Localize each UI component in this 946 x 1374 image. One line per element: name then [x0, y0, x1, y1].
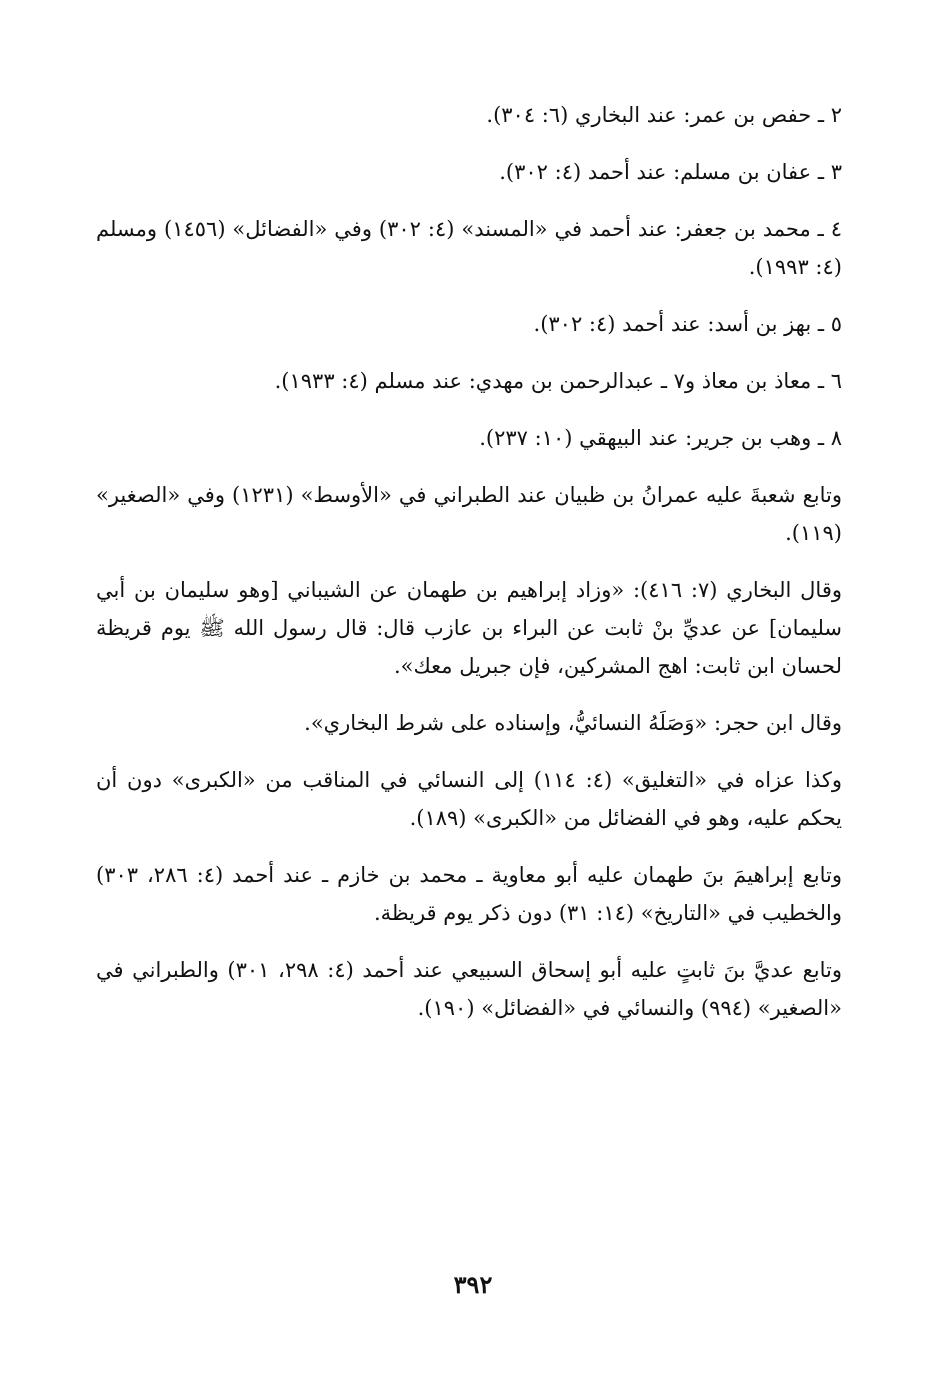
- paragraph-abu-muawiya: وتابع إبراهيمَ بنَ طهمان عليه أبو معاوية ـ محمد بن خازم ـ عند أحمد (٤: ٢٨٦، ٣٠٣) والخطيب في «التاريخ» (١٤: ٣١) دون ذكر يوم قريظة.: [96, 863, 842, 925]
- paragraph-abu-ishaq: وتابع عديَّ بنَ ثابتٍ عليه أبو إسحاق السبيعي عند أحمد (٤: ٢٩٨، ٣٠١) والطبراني في «الصغير» (٩٩٤) والنسائي في «الفضائل» (١٩٠).: [96, 958, 843, 1020]
- paragraph-ibn-hajar: وقال ابن حجر: «وَصَلَهُ النسائيُّ، وإسناده على شرط البخاري».: [304, 711, 842, 735]
- paragraph-narrator-2: ٢ ـ حفص بن عمر: عند البخاري (٦: ٣٠٤).: [486, 103, 842, 127]
- paragraph-narrator-8: ٨ ـ وهب بن جرير: عند البيهقي (١٠: ٢٣٧).: [479, 426, 842, 450]
- page-number: ٣٩٢: [453, 1270, 493, 1299]
- paragraph-taghliq: وكذا عزاه في «التغليق» (٤: ١١٤) إلى النسائي في المناقب من «الكبرى» دون أن يحكم عليه، وهو في الفضائل من «الكبرى» (١٨٩).: [96, 768, 842, 830]
- paragraph-narrator-6-7: ٦ ـ معاذ بن معاذ و٧ ـ عبدالرحمن بن مهدي: عند مسلم (٤: ١٩٣٣).: [274, 369, 842, 393]
- paragraph-narrator-5: ٥ ـ بهز بن أسد: عند أحمد (٤: ٣٠٢).: [533, 312, 842, 336]
- paragraph-bukhari-quote: وقال البخاري (٧: ٤١٦): «وزاد إبراهيم بن طهمان عن الشيباني [وهو سليمان بن أبي سليمان] عن عديِّ بنْ ثابت عن البراء بن عازب قال: قال رسول الله ﷺ يوم قريظة لحسان ابن ثابت: اهج المشركين، فإن جبريل معك».: [96, 578, 842, 678]
- paragraph-narrator-3: ٣ ـ عفان بن مسلم: عند أحمد (٤: ٣٠٢).: [499, 160, 842, 184]
- paragraph-follow-up-imran: وتابع شعبةَ عليه عمرانُ بن ظبيان عند الطبراني في «الأوسط» (١٢٣١) وفي «الصغير» (١١٩).: [96, 483, 842, 545]
- page-body: [96, 96, 842, 1046]
- paragraph-narrator-4: ٤ ـ محمد بن جعفر: عند أحمد في «المسند» (٤: ٣٠٢) وفي «الفضائل» (١٤٥٦) ومسلم (٤: ١٩٩٣).: [96, 217, 842, 279]
